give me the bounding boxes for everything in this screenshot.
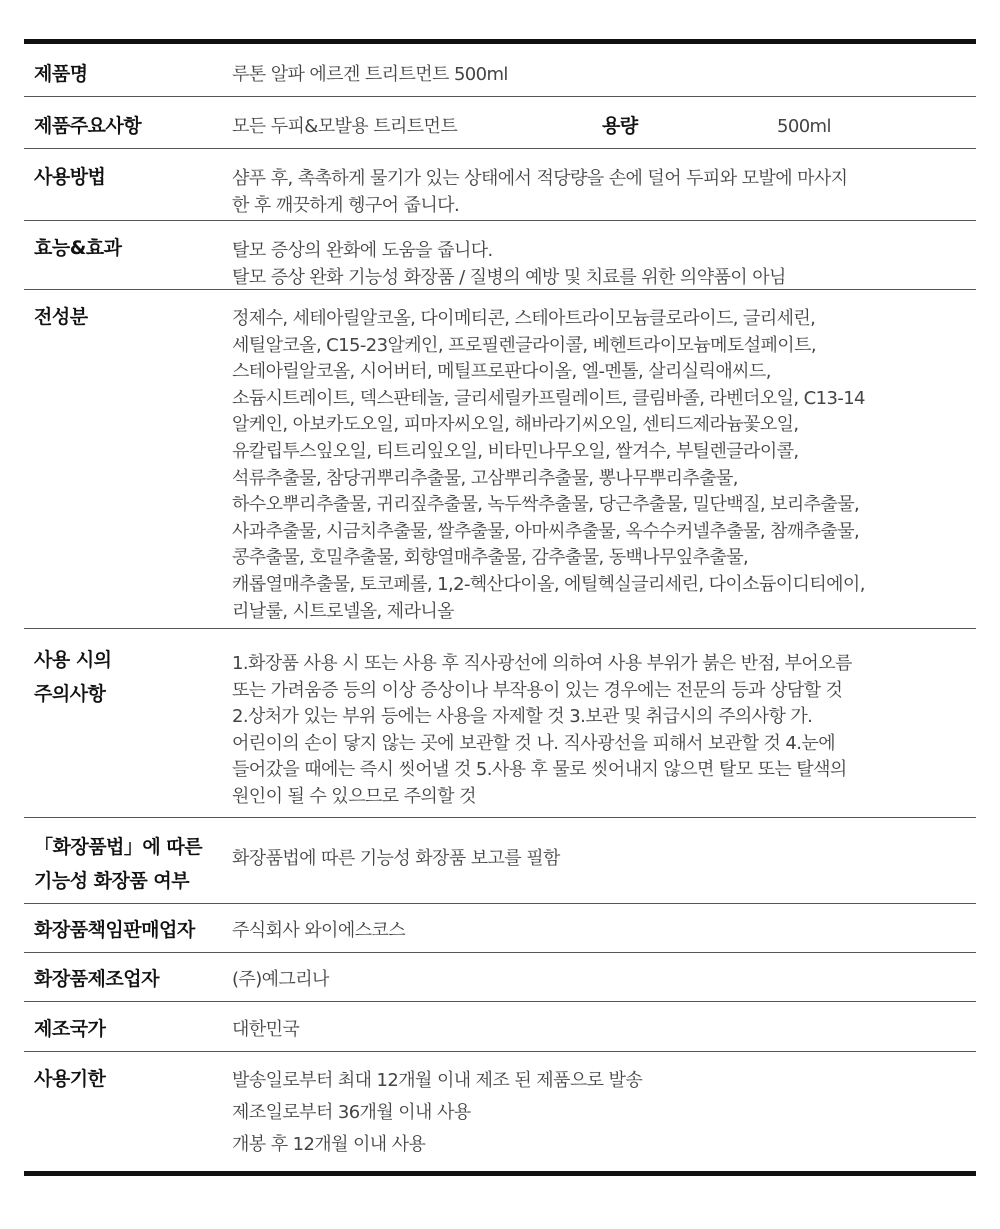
value-cosmetic-law: [232, 830, 976, 903]
ingredients-line: 석류추출물, 참당귀뿌리추출물, 고삼뿌리추출물, 뽕나무뿌리추출물,: [232, 467, 738, 489]
row-seller: [24, 904, 976, 953]
value-country: 대한민국: [232, 1019, 300, 1040]
value-maker: (주)예그리나: [232, 969, 329, 990]
usage-line: 샴푸 후, 촉촉하게 물기가 있는 상태에서 적당량을 손에 덜어 두피와 모발에 마사지: [232, 168, 848, 189]
effect-line: 탈모 증상의 완화에 도움을 줍니다.: [232, 240, 493, 261]
caution-line: 원인이 될 수 있으므로 주의할 것: [232, 785, 476, 807]
label-product-name: 제품명: [34, 63, 88, 85]
value-expiry: [232, 1064, 976, 1171]
label-cosmetic-law-line: 「화장품법」에 따른: [34, 836, 203, 858]
expiry-line: 제조일로부터 36개월 이내 사용: [232, 1102, 471, 1123]
row-ingredients: [24, 290, 976, 629]
value-product-main: 모든 두피&모발용 트리트먼트: [232, 116, 458, 137]
ingredients-line: 유칼립투스잎오일, 티트리잎오일, 비타민나무오일, 쌀겨수, 부틸렌글라이콜,: [232, 440, 799, 462]
ingredients-line: 알케인, 아보카도오일, 피마자씨오일, 해바라기씨오일, 센티드제라늄꽃오일,: [232, 414, 799, 436]
caution-line: 또는 가려움증 등의 이상 증상이나 부작용이 있는 경우에는 전문의 등과 상담할 것: [232, 679, 843, 701]
expiry-line: 발송일로부터 최대 12개월 이내 제조 된 제품으로 발송: [232, 1070, 643, 1091]
label-usage: 사용방법: [34, 166, 106, 188]
label-cosmetic-law-line: 기능성 화장품 여부: [34, 870, 190, 892]
value-capacity: 500ml: [777, 116, 831, 137]
ingredients-line: 소듐시트레이트, 덱스판테놀, 글리세릴카프릴레이트, 클림바졸, 라벤더오일, C13-14: [232, 387, 865, 409]
label-maker: 화장품제조업자: [34, 968, 159, 990]
usage-line: 한 후 깨끗하게 헹구어 줍니다.: [232, 194, 460, 216]
caution-line: 어린이의 손이 닿지 않는 곳에 보관할 것 나. 직사광선을 피해서 보관할 것 4.눈에: [232, 732, 835, 754]
label-caution-line: 사용 시의: [34, 649, 112, 671]
label-caution: [24, 643, 232, 817]
value-seller: 주식회사 와이에스코스: [232, 920, 406, 941]
value-product-main-group: [232, 111, 976, 148]
label-ingredients: 전성분: [34, 306, 88, 328]
ingredients-line: 정제수, 세테아릴알코올, 다이메티콘, 스테아트라이모늄클로라이드, 글리세린,: [232, 308, 816, 329]
ingredients-line: 세틸알코올, C15-23알케인, 프로필렌글라이콜, 베헨트라이모늄메토설페이트,: [232, 334, 816, 356]
value-ingredients: [232, 302, 976, 628]
row-usage: [24, 149, 976, 221]
row-cosmetic-law: [24, 818, 976, 904]
ingredients-line: 리날룰, 시트로넬올, 제라니올: [232, 600, 454, 622]
value-product-name: 루톤 알파 에르겐 트리트먼트 500ml: [232, 64, 508, 85]
label-effect: 효능&효과: [34, 237, 122, 259]
value-usage: [232, 162, 976, 220]
caution-line: 들어갔을 때에는 즉시 씻어낼 것 5.사용 후 물로 씻어내지 않으면 탈모 또는 탈색의: [232, 759, 847, 781]
value-caution: [232, 643, 976, 817]
cosmetic-law-text: 화장품법에 따른 기능성 화장품 보고를 필함: [232, 848, 560, 869]
row-maker: [24, 953, 976, 1002]
ingredients-line: 스테아릴알코올, 시어버터, 메틸프로판다이올, 엘-멘톨, 살리실릭애씨드,: [232, 361, 771, 383]
label-country: 제조국가: [34, 1018, 106, 1040]
row-product-main: [24, 97, 976, 149]
expiry-line: 개봉 후 12개월 이내 사용: [232, 1134, 426, 1155]
row-country: [24, 1002, 976, 1052]
label-expiry: 사용기한: [34, 1068, 106, 1090]
value-effect: [232, 233, 976, 289]
label-caution-line: 주의사항: [34, 683, 106, 705]
row-product-name: [24, 44, 976, 97]
product-info-table: [24, 39, 976, 1176]
label-capacity: 용량: [602, 115, 638, 137]
label-product-main: 제품주요사항: [34, 115, 142, 137]
ingredients-line: 콩추출물, 호밀추출물, 회향열매추출물, 감추출물, 동백나무잎추출물,: [232, 547, 749, 569]
ingredients-line: 사과추출물, 시금치추출물, 쌀추출물, 아마씨추출물, 옥수수커넬추출물, 참깨추출물,: [232, 520, 860, 542]
caution-line: 1.화장품 사용 시 또는 사용 후 직사광선에 의하여 사용 부위가 붉은 반점, 부어오름: [232, 653, 852, 674]
row-expiry: [24, 1052, 976, 1171]
label-seller: 화장품책임판매업자: [34, 919, 195, 941]
caution-line: 2.상처가 있는 부위 등에는 사용을 자제할 것 3.보관 및 취급시의 주의사항 가.: [232, 706, 813, 728]
effect-line: 탈모 증상 완화 기능성 화장품 / 질병의 예방 및 치료를 위한 의약품이 아님: [232, 266, 786, 288]
ingredients-line: 캐롭열매추출물, 토코페롤, 1,2-헥산다이올, 에틸헥실글리세린, 다이소듐이디티에이,: [232, 573, 865, 595]
row-effect: [24, 221, 976, 290]
label-cosmetic-law: [24, 830, 232, 903]
row-caution: [24, 629, 976, 818]
ingredients-line: 하수오뿌리추출물, 귀리짚추출물, 녹두싹추출물, 당근추출물, 밀단백질, 보리추출물,: [232, 494, 860, 516]
